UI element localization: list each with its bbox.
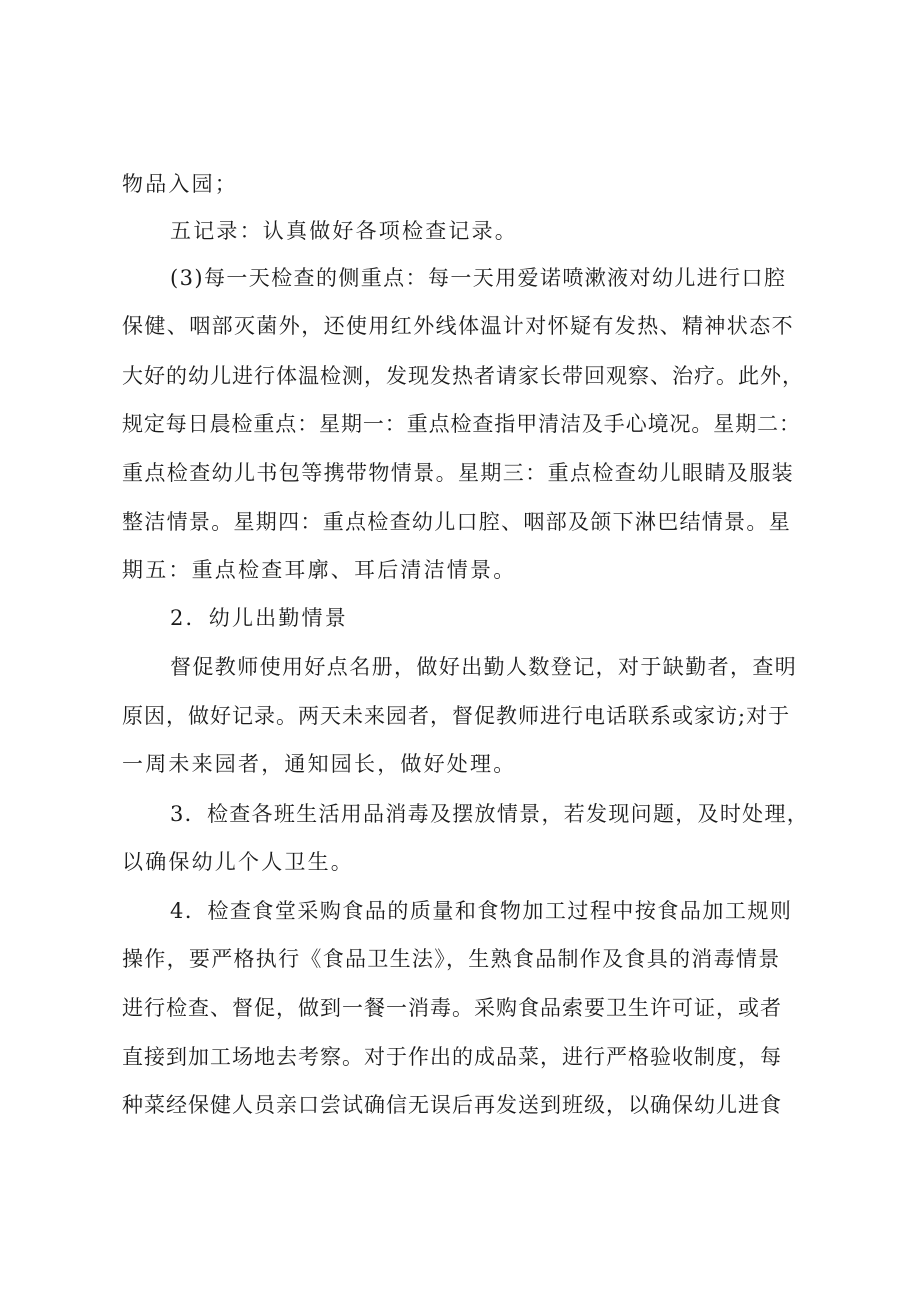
text-line-6: 规定每日晨检重点：星期一：重点检查指甲清洁及手心境况。星期二： — [122, 412, 801, 436]
text-line-20: 种菜经保健人员亲口尝试确信无误后再发送到班级，以确保幼儿进食 — [122, 1093, 782, 1117]
text-line-1: 物品入园； — [122, 172, 238, 196]
text-line-16: 4．检查食堂采购食品的质量和食物加工过程中按食品加工规则 — [170, 899, 793, 923]
text-line-17: 操作，要严格执行《食品卫生法》，生熟食品制作及食具的消毒情景 — [122, 947, 781, 971]
text-line-14: 3．检查各班生活用品消毒及摆放情景，若发现问题，及时处理， — [170, 802, 810, 826]
text-line-19: 直接到加工场地去考察。对于作出的成品菜，进行严格验收制度，每 — [122, 1045, 782, 1069]
text-line-8: 整洁情景。星期四：重点检查幼儿口腔、咽部及颌下淋巴结情景。星 — [122, 510, 791, 534]
text-line-4: 保健、咽部灭菌外，还使用红外线体温计对怀疑有发热、精神状态不 — [122, 314, 794, 338]
text-line-12: 原因，做好记录。两天未来园者，督促教师进行电话联系或家访;对于 — [122, 704, 791, 728]
text-line-15: 以确保幼儿个人卫生。 — [122, 850, 354, 874]
text-line-2: 五记录：认真做好各项检查记录。 — [170, 219, 518, 243]
section-heading-2: 2．幼儿出勤情景 — [170, 606, 348, 630]
text-line-13: 一周未来园者，通知园长，做好处理。 — [122, 752, 517, 776]
text-line-7: 重点检查幼儿书包等携带物情景。星期三：重点检查幼儿眼睛及服装 — [122, 461, 794, 485]
text-line-3: (3)每一天检查的侧重点：每一天用爱诺喷漱液对幼儿进行口腔 — [170, 266, 787, 290]
text-line-11: 督促教师使用好点名册，做好出勤人数登记，对于缺勤者，查明 — [170, 655, 798, 679]
text-line-5: 大好的幼儿进行体温检测，发现发热者请家长带回观察、治疗。此外， — [122, 364, 804, 388]
text-line-18: 进行检查、督促，做到一餐一消毒。采购食品索要卫生许可证，或者 — [122, 996, 782, 1020]
text-line-9: 期五：重点检查耳廓、耳后清洁情景。 — [122, 558, 517, 582]
